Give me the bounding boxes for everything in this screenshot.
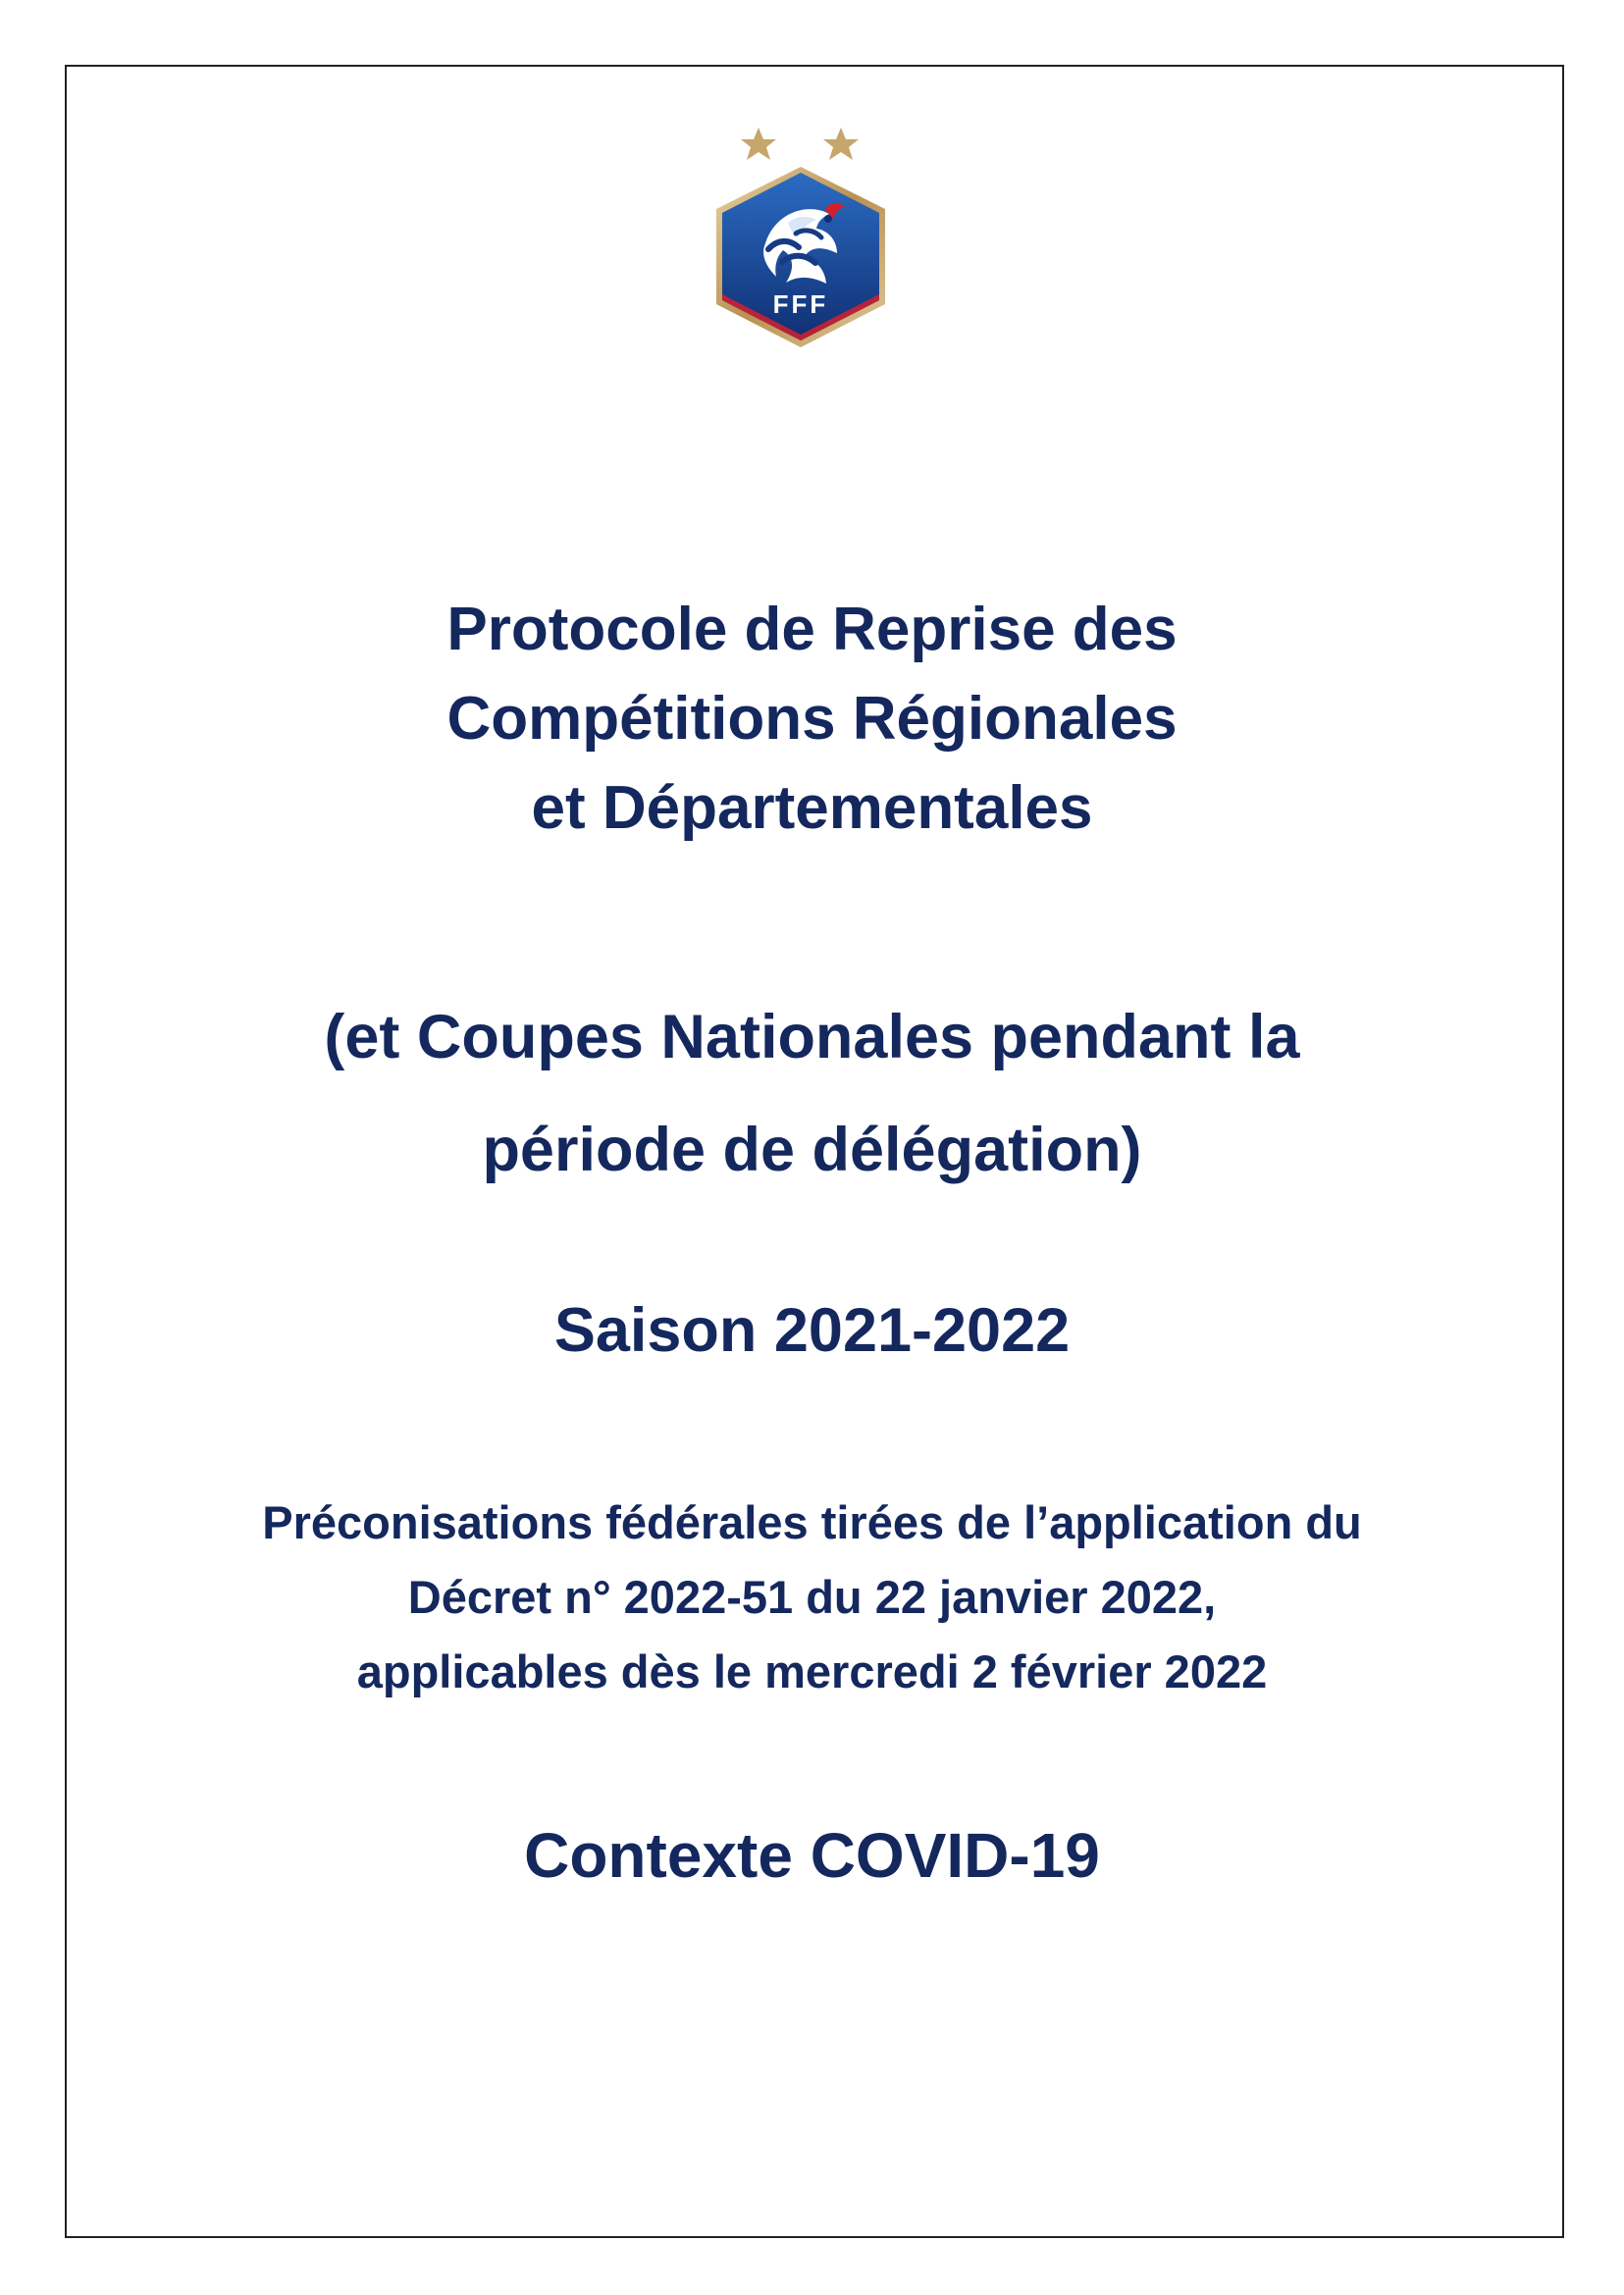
title-line-2: Compétitions Régionales bbox=[446, 685, 1178, 753]
subtitle-line-2: période de délégation) bbox=[482, 1116, 1142, 1184]
preconisations-line-1: Préconisations fédérales tirées de l’application du bbox=[262, 1496, 1362, 1548]
fff-crest-icon bbox=[711, 120, 890, 347]
context-label: Contexte COVID-19 bbox=[524, 1820, 1100, 1891]
season-label: Saison 2021-2022 bbox=[553, 1296, 1071, 1365]
subtitle-line-1: (et Coupes Nationales pendant la bbox=[324, 1003, 1300, 1071]
logo-text: FFF bbox=[772, 289, 829, 319]
document-title bbox=[0, 585, 1624, 853]
title-line-1: Protocole de Reprise des bbox=[446, 596, 1178, 663]
preconisations-text bbox=[0, 1486, 1624, 1709]
document-subtitle bbox=[0, 981, 1624, 1207]
title-line-3: et Départementales bbox=[531, 774, 1093, 842]
preconisations-line-3: applicables dès le mercredi 2 février 2022 bbox=[356, 1645, 1268, 1697]
preconisations-line-2: Décret n° 2022-51 du 22 janvier 2022, bbox=[407, 1571, 1217, 1623]
fff-logo bbox=[711, 120, 890, 347]
